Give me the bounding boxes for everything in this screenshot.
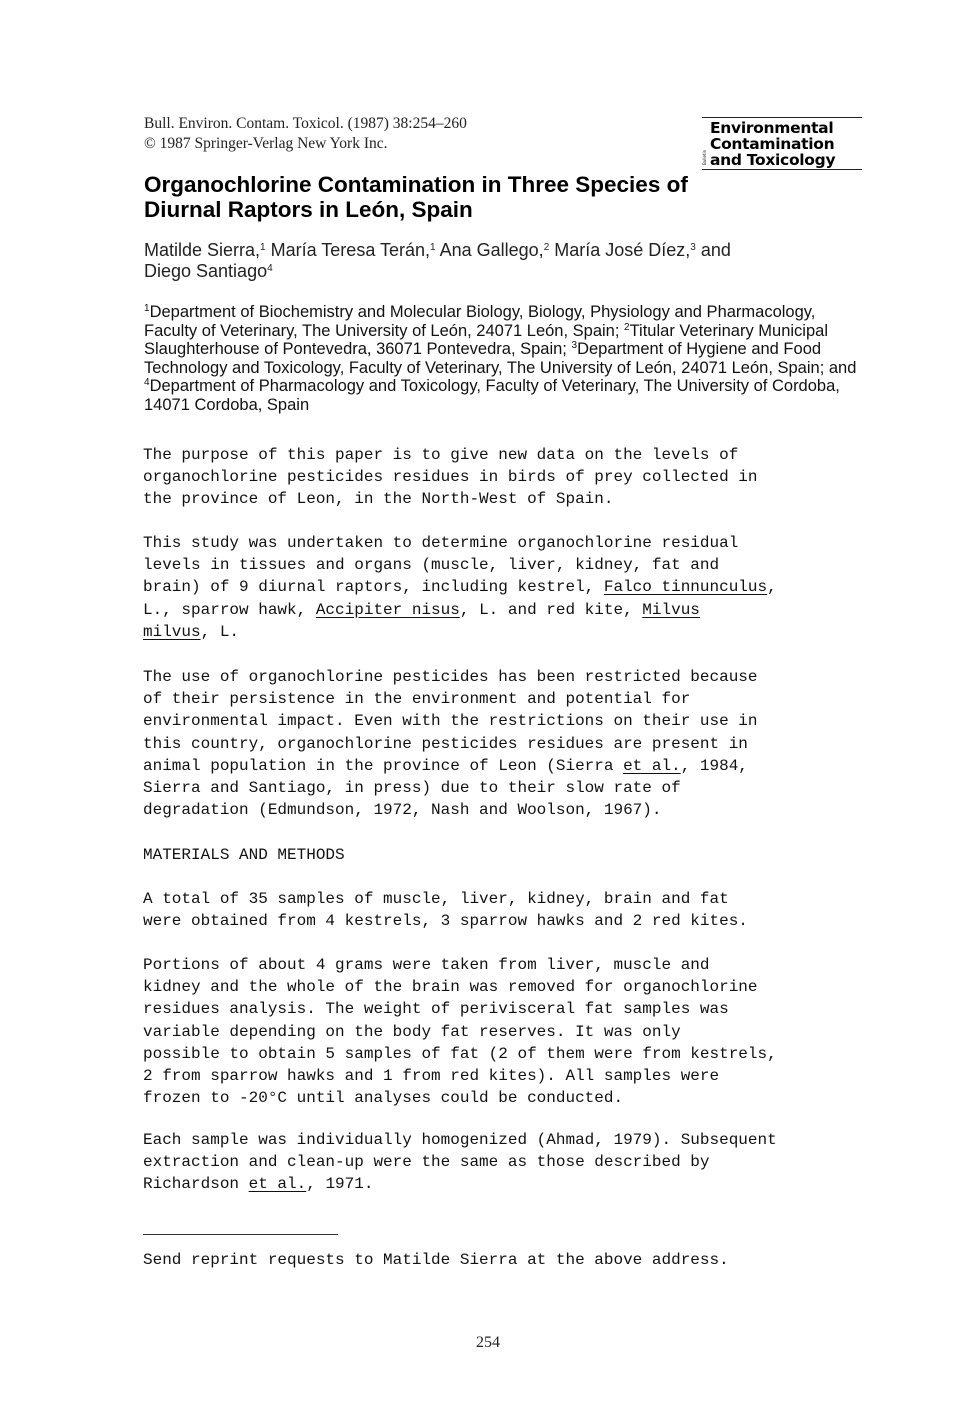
paragraph-homogenized: [143, 1129, 873, 1196]
text-span: , 1984,: [680, 756, 748, 775]
affiliation-marker: 2: [624, 321, 630, 333]
text-line: organochlorine pesticides residues in birds of prey collected in: [143, 468, 758, 487]
text-line: Portions of about 4 grams were taken from liver, muscle and: [143, 956, 710, 974]
affiliation-marker: 1: [144, 303, 150, 314]
text-span: Richardson: [143, 1175, 249, 1194]
text-line: Sierra and Santiago, in press) due to their slow rate of: [143, 779, 681, 798]
author-name: María José Díez,: [549, 240, 691, 260]
species-name: milvus: [143, 622, 201, 641]
citation-et-al: et al.: [623, 756, 681, 775]
text-line: [143, 576, 873, 598]
text-line: environmental impact. Even with the restrictions on their use in: [143, 712, 758, 731]
text-span: L., sparrow hawk,: [143, 600, 316, 619]
text-line: kidney and the whole of the brain was removed for organochlorine: [143, 978, 758, 997]
citation-line-1: Bull. Environ. Contam. Toxicol. (1987) 38:254–260: [144, 115, 467, 132]
affiliation-marker: 1: [260, 242, 266, 253]
paragraph-samples: [143, 888, 873, 932]
paper-title: [144, 172, 844, 222]
text-line: This study was undertaken to determine organochlorine residual: [143, 534, 739, 552]
affiliation-text: Department of Pharmacology and Toxicology, Faculty of Veterinary, The University of Cordoba, 14071 Cordoba, Spain: [144, 377, 840, 414]
text-span: , L. and red kite,: [459, 600, 643, 619]
footnote-reprint-requests: Send reprint requests to Matilde Sierra at the above address.: [143, 1251, 729, 1269]
text-line: this country, organochlorine pesticides residues are present in: [143, 734, 748, 753]
paragraph-purpose: [143, 444, 873, 511]
text-span: brain) of 9 diurnal raptors, including kestrel,: [143, 578, 604, 597]
text-line: [143, 621, 873, 643]
text-line: [143, 599, 873, 621]
author-conjunction: and: [695, 240, 731, 260]
affiliation-marker: 4: [267, 263, 273, 274]
affiliation-text: Department of Biochemistry and Molecular Biology, Biology, Physiology and Pharmacology, Faculty of Veterinary, The University of León, 24071 León, Spain;: [144, 303, 816, 340]
affiliation-text: Department of Hygiene and Food Technology and Toxicology, Faculty of Veterinary, The University of León, 24071 León, Spain; and: [144, 340, 857, 377]
journal-logo-line-2: Contamination: [710, 135, 835, 153]
affiliation-text: Titular Veterinary Municipal Slaughterhouse of Pontevedra, 36071 Pontevedra, Spain;: [144, 321, 828, 358]
journal-logo: [702, 117, 862, 170]
author-list: [144, 240, 844, 282]
species-name: Falco tinnunculus: [603, 578, 768, 597]
copyright-line: © 1987 Springer-Verlag New York Inc.: [144, 135, 388, 152]
affiliation-marker: 3: [571, 340, 578, 351]
section-heading-materials-methods: MATERIALS AND METHODS: [143, 846, 345, 864]
text-span: , L.: [200, 622, 240, 641]
text-line: residues analysis. The weight of perivisceral fat samples was: [143, 1000, 729, 1019]
paragraph-use: [143, 666, 873, 821]
affiliations: [144, 303, 864, 414]
footnote-divider: [143, 1234, 338, 1235]
paragraph-portions: [143, 954, 873, 1109]
paragraph-study: [143, 532, 873, 643]
text-line: A total of 35 samples of muscle, liver, kidney, brain and fat: [143, 890, 729, 908]
title-line-1: Organochlorine Contamination in Three Species of: [144, 172, 688, 197]
text-line: variable depending on the body fat reserves. It was only: [143, 1022, 681, 1041]
affiliation-marker: 2: [543, 242, 550, 253]
citation-et-al: et al.: [248, 1175, 307, 1194]
journal-logo-side-text: Bulletin: [702, 149, 707, 165]
affiliation-marker: 3: [690, 242, 696, 253]
journal-logo-line-1: Environmental: [710, 119, 834, 137]
text-line: [143, 755, 873, 777]
affiliation-marker: 1: [430, 242, 436, 253]
text-span: ,: [767, 578, 777, 597]
text-line: degradation (Edmundson, 1972, Nash and Woolson, 1967).: [143, 801, 662, 820]
text-line: Each sample was individually homogenized (Ahmad, 1979). Subsequent: [143, 1131, 777, 1149]
author-name: Matilde Sierra,: [144, 240, 261, 260]
author-name: Ana Gallego,: [435, 240, 544, 260]
journal-logo-line-3: and Toxicology: [710, 151, 836, 169]
text-line: 2 from sparrow hawks and 1 from red kites). All samples were: [143, 1067, 720, 1086]
text-line: were obtained from 4 kestrels, 3 sparrow hawks and 2 red kites.: [143, 912, 748, 931]
text-span: animal population in the province of Leon (Sierra: [143, 756, 624, 775]
author-name: Diego Santiago: [144, 261, 268, 281]
text-line: The purpose of this paper is to give new data on the levels of: [143, 446, 739, 464]
species-name: Accipiter nisus: [315, 600, 460, 619]
author-name: María Teresa Terán,: [265, 240, 431, 260]
text-line: levels in tissues and organs (muscle, liver, kidney, fat and: [143, 556, 720, 575]
citation-header: [144, 114, 467, 154]
text-line: possible to obtain 5 samples of fat (2 of them were from kestrels,: [143, 1044, 777, 1063]
text-line: frozen to -20°C until analyses could be conducted.: [143, 1089, 624, 1108]
page-number: 254: [476, 1334, 500, 1351]
species-name: Milvus: [642, 600, 700, 619]
text-line: The use of organochlorine pesticides has been restricted because: [143, 668, 758, 686]
text-line: of their persistence in the environment and potential for: [143, 690, 691, 709]
affiliation-marker: 4: [144, 377, 150, 388]
text-line: [143, 1173, 873, 1195]
text-span: , 1971.: [306, 1175, 374, 1194]
title-line-2: Diurnal Raptors in León, Spain: [144, 197, 473, 222]
text-line: extraction and clean-up were the same as those described by: [143, 1153, 710, 1172]
text-line: the province of Leon, in the North-West of Spain.: [143, 490, 614, 509]
